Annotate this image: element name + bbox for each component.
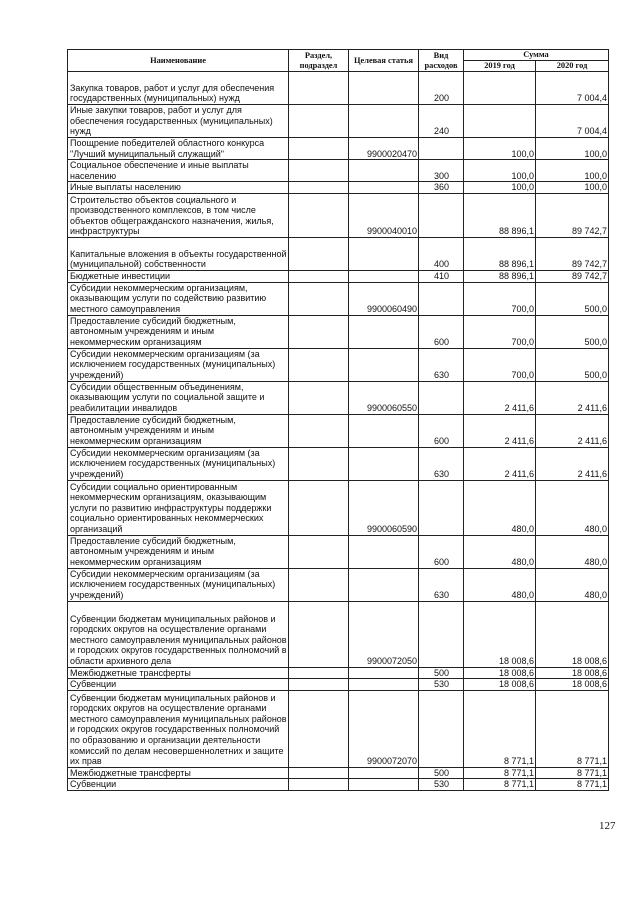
cell-section [289, 237, 349, 270]
header-type: Вид расходов [419, 50, 464, 72]
cell-name: Предоставление субсидий бюджетным, автономным учреждениям и иным некоммерческим организациям [68, 535, 289, 568]
cell-name: Капитальные вложения в объекты государственной (муниципальной) собственности [68, 237, 289, 270]
cell-section [289, 348, 349, 381]
cell-name: Межбюджетные трансферты [68, 667, 289, 679]
cell-expense-type: 600 [419, 414, 464, 447]
cell-target-code [349, 568, 419, 601]
cell-amount-2020: 480,0 [536, 535, 609, 568]
cell-name: Предоставление субсидий бюджетным, автономным учреждениям и иным некоммерческим организациям [68, 315, 289, 348]
cell-amount-2020: 7 004,4 [536, 72, 609, 105]
cell-name: Субвенции бюджетам муниципальных районов и городских округов на осуществление органами местного самоуправления муниципальных районов и городских округов государственных полномочий по образованию и организации деятельности комиссий по делам несовершеннолетних и защите их прав [68, 690, 289, 767]
cell-name: Субсидии некоммерческим организациям (за исключением государственных (муниципальных) учреждений) [68, 348, 289, 381]
cell-amount-2019: 700,0 [464, 282, 536, 315]
cell-target-code: 9900060590 [349, 480, 419, 535]
cell-name: Субвенции бюджетам муниципальных районов и городских округов на осуществление органами местного самоуправления муниципальных районов и городских округов государственных полномочий в области архивного дела [68, 601, 289, 667]
cell-expense-type: 630 [419, 348, 464, 381]
cell-amount-2020: 2 411,6 [536, 381, 609, 414]
cell-amount-2020: 500,0 [536, 315, 609, 348]
cell-amount-2019: 88 896,1 [464, 193, 536, 237]
table-row [68, 601, 609, 667]
header-sum: Сумма [464, 50, 609, 61]
cell-target-code [349, 667, 419, 679]
cell-amount-2019: 100,0 [464, 182, 536, 194]
table-row [68, 315, 609, 348]
cell-expense-type: 600 [419, 535, 464, 568]
cell-target-code: 9900040010 [349, 193, 419, 237]
table-row [68, 72, 609, 105]
cell-amount-2019: 8 771,1 [464, 690, 536, 767]
cell-section [289, 667, 349, 679]
cell-name: Субвенции [68, 779, 289, 791]
cell-amount-2020: 18 008,6 [536, 667, 609, 679]
table-row [68, 480, 609, 535]
cell-expense-type [419, 690, 464, 767]
header-year-2020: 2020 год [536, 61, 609, 72]
cell-target-code [349, 270, 419, 282]
cell-expense-type [419, 480, 464, 535]
table-row [68, 767, 609, 779]
cell-section [289, 315, 349, 348]
cell-amount-2019: 18 008,6 [464, 601, 536, 667]
cell-amount-2020: 18 008,6 [536, 601, 609, 667]
cell-name: Закупка товаров, работ и услуг для обеспечения государственных (муниципальных) нужд [68, 72, 289, 105]
header-name: Наименование [68, 50, 289, 72]
cell-name: Поощрение победителей областного конкурса "Лучший муниципальный служащий" [68, 138, 289, 160]
cell-section [289, 414, 349, 447]
cell-expense-type: 200 [419, 72, 464, 105]
cell-amount-2019: 8 771,1 [464, 767, 536, 779]
table-row [68, 282, 609, 315]
cell-name: Субсидии общественным объединениям, оказывающим услуги по социальной защите и реабилитации инвалидов [68, 381, 289, 414]
cell-target-code [349, 160, 419, 182]
cell-amount-2020: 100,0 [536, 160, 609, 182]
cell-target-code [349, 414, 419, 447]
cell-amount-2019: 88 896,1 [464, 270, 536, 282]
cell-expense-type: 410 [419, 270, 464, 282]
header-year-2019: 2019 год [464, 61, 536, 72]
cell-amount-2019: 700,0 [464, 315, 536, 348]
cell-amount-2020: 8 771,1 [536, 767, 609, 779]
cell-name: Субсидии некоммерческим организациям (за исключением государственных (муниципальных) учреждений) [68, 447, 289, 480]
cell-target-code: 9900072070 [349, 690, 419, 767]
cell-expense-type: 360 [419, 182, 464, 194]
table-row [68, 237, 609, 270]
budget-table [67, 49, 609, 791]
cell-amount-2020: 500,0 [536, 348, 609, 381]
cell-name: Субсидии социально ориентированным некоммерческим организациям, оказывающим услуги по развитию инфраструктуры поддержки социально ориентированных некоммерческих организаций [68, 480, 289, 535]
cell-name: Субвенции [68, 679, 289, 691]
cell-name: Субсидии некоммерческим организациям, оказывающим услуги по содействию развитию местного самоуправления [68, 282, 289, 315]
cell-name: Бюджетные инвестиции [68, 270, 289, 282]
table-body [68, 72, 609, 791]
cell-amount-2020: 89 742,7 [536, 270, 609, 282]
cell-target-code [349, 679, 419, 691]
cell-amount-2020: 8 771,1 [536, 779, 609, 791]
cell-expense-type: 530 [419, 679, 464, 691]
table-row [68, 535, 609, 568]
cell-section [289, 270, 349, 282]
cell-expense-type: 630 [419, 447, 464, 480]
cell-amount-2020: 2 411,6 [536, 414, 609, 447]
table-row [68, 568, 609, 601]
cell-target-code [349, 535, 419, 568]
table-row [68, 679, 609, 691]
table-row [68, 348, 609, 381]
table-row [68, 414, 609, 447]
cell-amount-2020: 18 008,6 [536, 679, 609, 691]
cell-target-code [349, 105, 419, 138]
cell-expense-type [419, 381, 464, 414]
table-row [68, 193, 609, 237]
table-row [68, 779, 609, 791]
cell-target-code [349, 348, 419, 381]
cell-expense-type [419, 138, 464, 160]
cell-section [289, 447, 349, 480]
cell-amount-2019: 100,0 [464, 138, 536, 160]
cell-amount-2020: 100,0 [536, 182, 609, 194]
cell-amount-2020: 89 742,7 [536, 193, 609, 237]
cell-target-code [349, 72, 419, 105]
cell-expense-type: 500 [419, 667, 464, 679]
cell-section [289, 282, 349, 315]
cell-amount-2019: 18 008,6 [464, 679, 536, 691]
cell-section [289, 381, 349, 414]
cell-amount-2019: 700,0 [464, 348, 536, 381]
cell-target-code [349, 767, 419, 779]
cell-amount-2019: 100,0 [464, 160, 536, 182]
header-target: Целевая статья [349, 50, 419, 72]
cell-target-code [349, 779, 419, 791]
cell-target-code: 9900020470 [349, 138, 419, 160]
cell-section [289, 535, 349, 568]
cell-amount-2019: 480,0 [464, 568, 536, 601]
cell-expense-type: 240 [419, 105, 464, 138]
cell-amount-2019: 480,0 [464, 480, 536, 535]
cell-section [289, 679, 349, 691]
cell-name: Межбюджетные трансферты [68, 767, 289, 779]
cell-amount-2020: 7 004,4 [536, 105, 609, 138]
header-section: Раздел, подраздел [289, 50, 349, 72]
cell-name: Социальное обеспечение и иные выплаты населению [68, 160, 289, 182]
cell-section [289, 779, 349, 791]
cell-target-code [349, 447, 419, 480]
cell-amount-2020: 89 742,7 [536, 237, 609, 270]
table-row [68, 667, 609, 679]
cell-expense-type [419, 282, 464, 315]
cell-amount-2019 [464, 72, 536, 105]
cell-name: Иные выплаты населению [68, 182, 289, 194]
table-row [68, 182, 609, 194]
table-row [68, 690, 609, 767]
cell-section [289, 138, 349, 160]
table-row [68, 105, 609, 138]
table-row [68, 270, 609, 282]
cell-amount-2019: 2 411,6 [464, 447, 536, 480]
cell-expense-type: 300 [419, 160, 464, 182]
cell-target-code [349, 315, 419, 348]
table-row [68, 160, 609, 182]
cell-section [289, 601, 349, 667]
cell-section [289, 193, 349, 237]
cell-expense-type [419, 193, 464, 237]
cell-name: Предоставление субсидий бюджетным, автономным учреждениям и иным некоммерческим организациям [68, 414, 289, 447]
cell-section [289, 105, 349, 138]
cell-amount-2019: 8 771,1 [464, 779, 536, 791]
cell-target-code [349, 182, 419, 194]
cell-amount-2019: 2 411,6 [464, 381, 536, 414]
cell-expense-type: 500 [419, 767, 464, 779]
cell-section [289, 767, 349, 779]
cell-target-code: 9900072050 [349, 601, 419, 667]
table-row [68, 381, 609, 414]
cell-section [289, 480, 349, 535]
cell-section [289, 568, 349, 601]
table-row [68, 138, 609, 160]
cell-expense-type: 530 [419, 779, 464, 791]
cell-target-code: 9900060490 [349, 282, 419, 315]
cell-expense-type: 600 [419, 315, 464, 348]
page-number: 127 [599, 820, 616, 832]
cell-name: Строительство объектов социального и производственного комплексов, в том числе объектов общегражданского назначения, жилья, инфраструктуры [68, 193, 289, 237]
cell-expense-type [419, 601, 464, 667]
table-row [68, 447, 609, 480]
cell-section [289, 690, 349, 767]
cell-expense-type: 400 [419, 237, 464, 270]
cell-section [289, 72, 349, 105]
cell-name: Субсидии некоммерческим организациям (за исключением государственных (муниципальных) учреждений) [68, 568, 289, 601]
cell-section [289, 160, 349, 182]
cell-amount-2020: 8 771,1 [536, 690, 609, 767]
cell-amount-2020: 2 411,6 [536, 447, 609, 480]
cell-amount-2020: 100,0 [536, 138, 609, 160]
cell-amount-2019: 18 008,6 [464, 667, 536, 679]
cell-name: Иные закупки товаров, работ и услуг для обеспечения государственных (муниципальных) нужд [68, 105, 289, 138]
cell-amount-2020: 480,0 [536, 568, 609, 601]
cell-target-code: 9900060550 [349, 381, 419, 414]
cell-expense-type: 630 [419, 568, 464, 601]
cell-target-code [349, 237, 419, 270]
cell-amount-2019: 480,0 [464, 535, 536, 568]
cell-amount-2019 [464, 105, 536, 138]
cell-amount-2020: 500,0 [536, 282, 609, 315]
cell-amount-2019: 88 896,1 [464, 237, 536, 270]
cell-amount-2020: 480,0 [536, 480, 609, 535]
cell-amount-2019: 2 411,6 [464, 414, 536, 447]
cell-section [289, 182, 349, 194]
